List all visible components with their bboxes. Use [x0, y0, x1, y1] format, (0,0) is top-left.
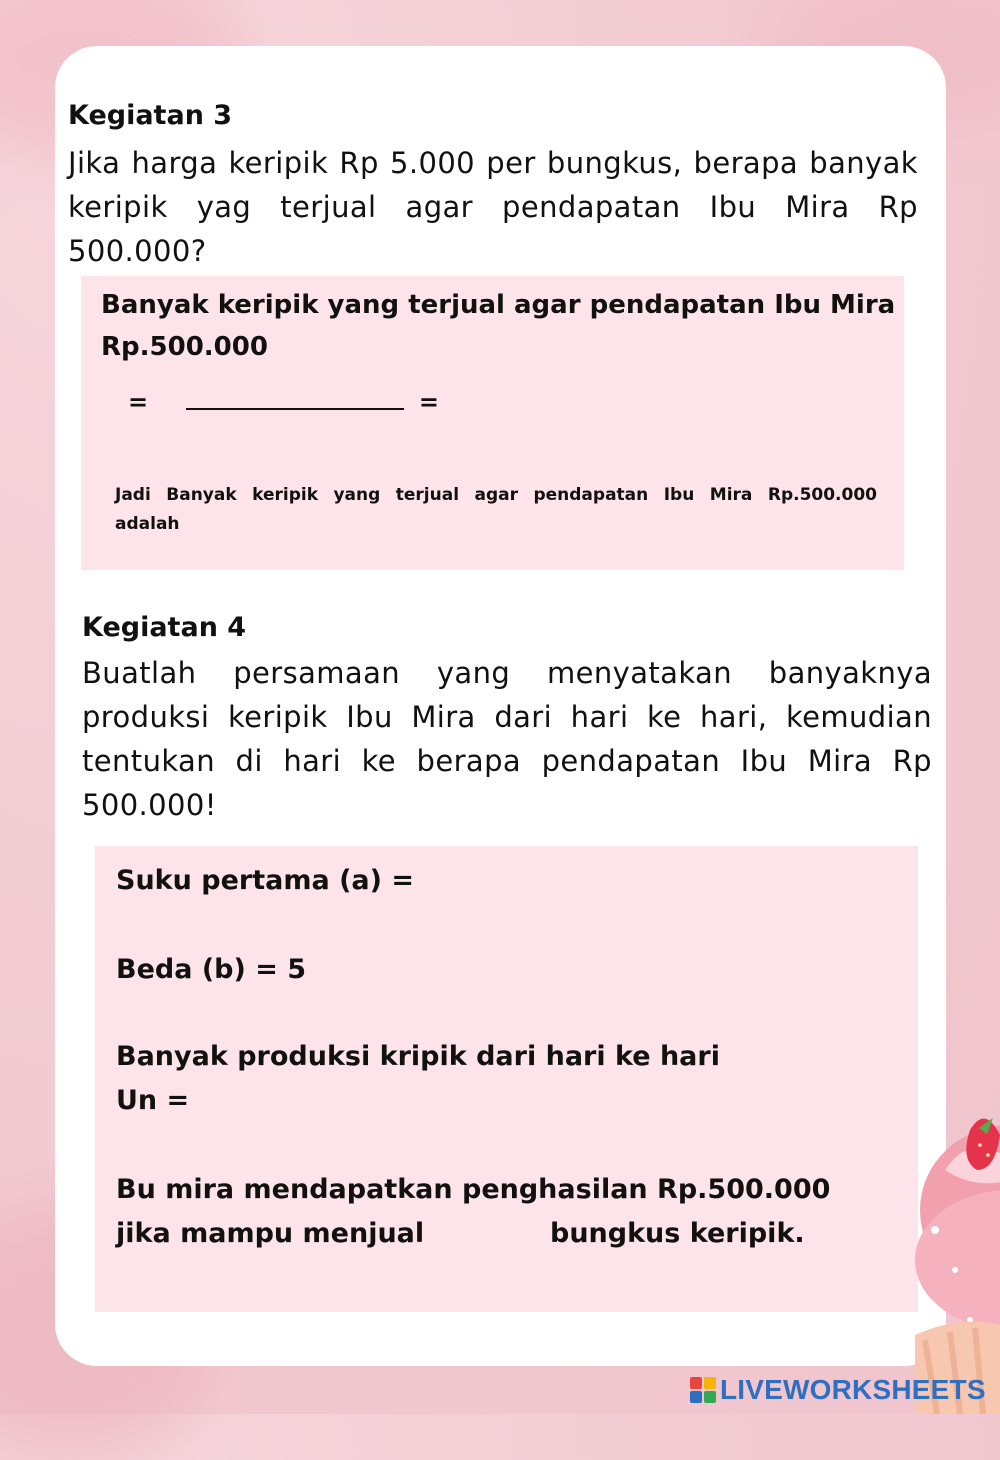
kegiatan-4-title: Kegiatan 4 — [82, 612, 247, 643]
equals-sign: = — [418, 388, 439, 416]
kegiatan-3-conclusion: Jadi Banyak keripik yang terjual agar pendapatan Ibu Mira Rp.500.000 adalah — [115, 485, 877, 534]
penghasilan-line-2b: bungkus keripik. — [550, 1218, 805, 1249]
equation-row — [128, 384, 439, 420]
kegiatan-3-title: Kegiatan 3 — [68, 100, 233, 131]
kegiatan-4-question: Buatlah persamaan yang menyatakan banyaknya produksi keripik Ibu Mira dari hari ke hari, kemudian tentukan di hari ke berapa pendapatan Ibu Mira Rp 500.000! — [82, 656, 932, 822]
suku-pertama-label: Suku pertama (a) = — [116, 865, 415, 896]
liveworksheets-logo — [690, 1372, 986, 1408]
answer-blank[interactable] — [186, 386, 404, 410]
produksi-label: Banyak produksi kripik dari hari ke hari — [116, 1041, 720, 1072]
equals-sign: = — [128, 388, 149, 416]
penghasilan-line-1: Bu mira mendapatkan penghasilan Rp.500.000 — [116, 1174, 831, 1205]
beda-label: Beda (b) = 5 — [116, 954, 307, 985]
kegiatan-3-question: Jika harga keripik Rp 5.000 per bungkus, berapa banyak keripik yag terjual agar pendapatan Ibu Mira Rp 500.000? — [68, 146, 918, 268]
liveworksheets-logo-text: LIVEWORKSHEETS — [720, 1374, 986, 1405]
un-label: Un = — [116, 1085, 190, 1116]
liveworksheets-logo-icon — [690, 1377, 716, 1403]
kegiatan-3-answer-heading: Banyak keripik yang terjual agar pendapatan Ibu Mira Rp.500.000 — [101, 290, 896, 362]
cupcake-illustration — [915, 1110, 1000, 1414]
penghasilan-line-2a: jika mampu menjual — [116, 1218, 425, 1249]
